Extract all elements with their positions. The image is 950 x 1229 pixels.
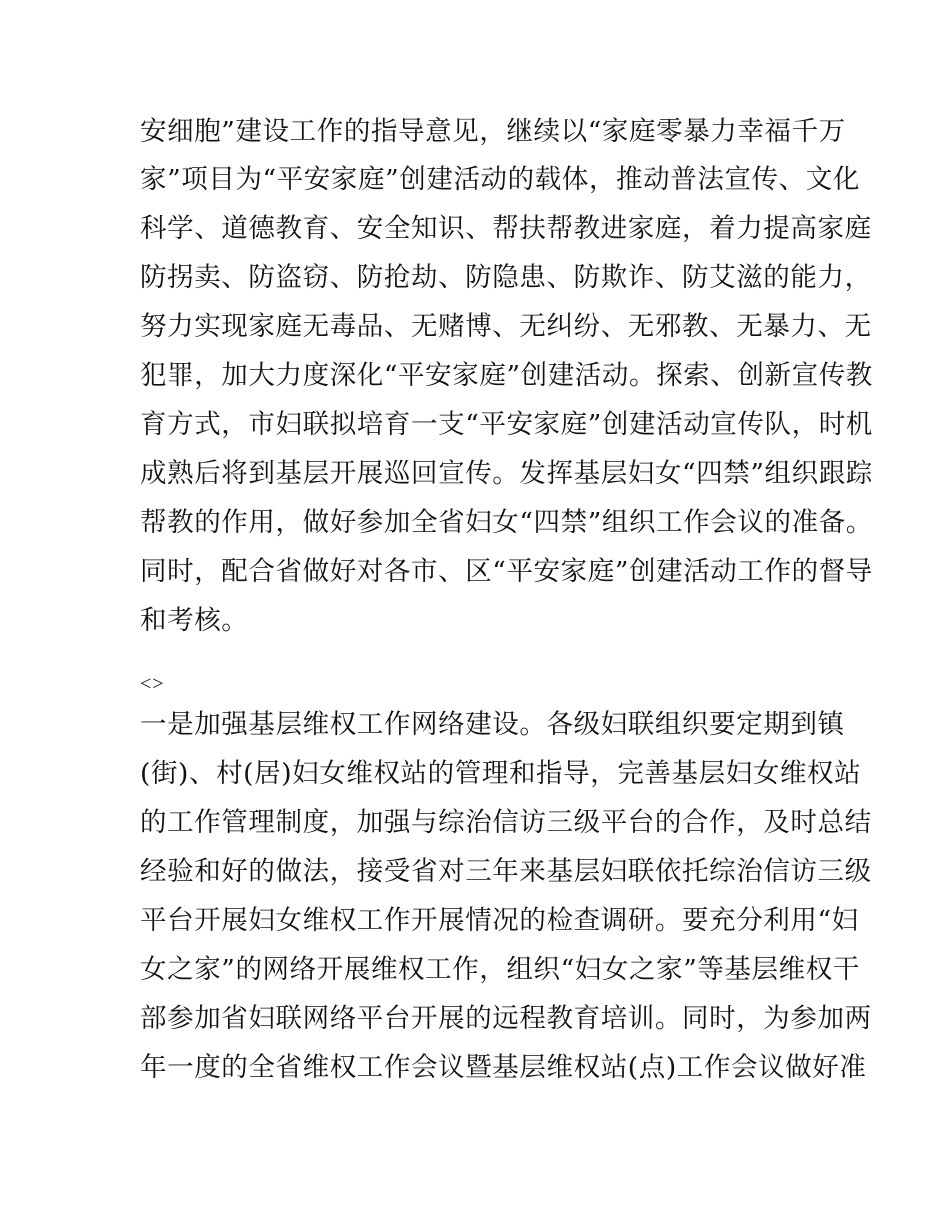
text-line: 防拐卖、防盗窃、防抢劫、防隐患、防欺诈、防艾滋的能力，: [140, 262, 872, 293]
text-line: 部参加省妇联网络平台开展的远程教育培训。同时，为参加两: [140, 1003, 872, 1034]
text-line: 同时，配合省做好对各市、区“平安家庭”创建活动工作的督导: [140, 556, 873, 587]
text-line: 一是加强基层维权工作网络建设。各级妇联组织要定期到镇: [140, 709, 845, 740]
text-line: 和考核。: [140, 605, 249, 636]
text-line: 科学、道德教育、安全知识、帮扶帮教进家庭，着力提高家庭: [140, 213, 872, 244]
text-line: 安细胞”建设工作的指导意见，继续以“家庭零暴力幸福千万: [140, 116, 846, 147]
text-line: 年一度的全省维权工作会议暨基层维权站(点)工作会议做好准: [140, 1052, 867, 1083]
text-line: 的工作管理制度，加强与综治信访三级平台的合作，及时总结: [140, 807, 872, 838]
text-line: 成熟后将到基层开展巡回宣传。发挥基层妇女“四禁”组织跟踪: [140, 458, 873, 489]
text-line: (街)、村(居)妇女维权站的管理和指导，完善基层妇女维权站: [140, 758, 862, 789]
text-line: 女之家”的网络开展维权工作，组织“妇女之家”等基层维权干: [140, 954, 860, 985]
text-line: 平台开展妇女维权工作开展情况的检查调研。要充分利用“妇: [140, 905, 859, 936]
text-line: 努力实现家庭无毒品、无赌博、无纠纷、无邪教、无暴力、无: [140, 311, 872, 342]
text-line: 犯罪，加大力度深化“平安家庭”创建活动。探索、创新宣传教: [140, 360, 873, 391]
text-line: 家”项目为“平安家庭”创建活动的载体，推动普法宣传、文化: [140, 164, 860, 195]
text-line: 育方式，市妇联拟培育一支“平安家庭”创建活动宣传队，时机: [140, 409, 873, 440]
text-line: 经验和好的做法，接受省对三年来基层妇联依托综治信访三级: [140, 856, 872, 887]
text-line: 帮教的作用，做好参加全省妇女“四禁”组织工作会议的准备。: [140, 507, 873, 538]
section-marker: <>: [140, 673, 165, 695]
